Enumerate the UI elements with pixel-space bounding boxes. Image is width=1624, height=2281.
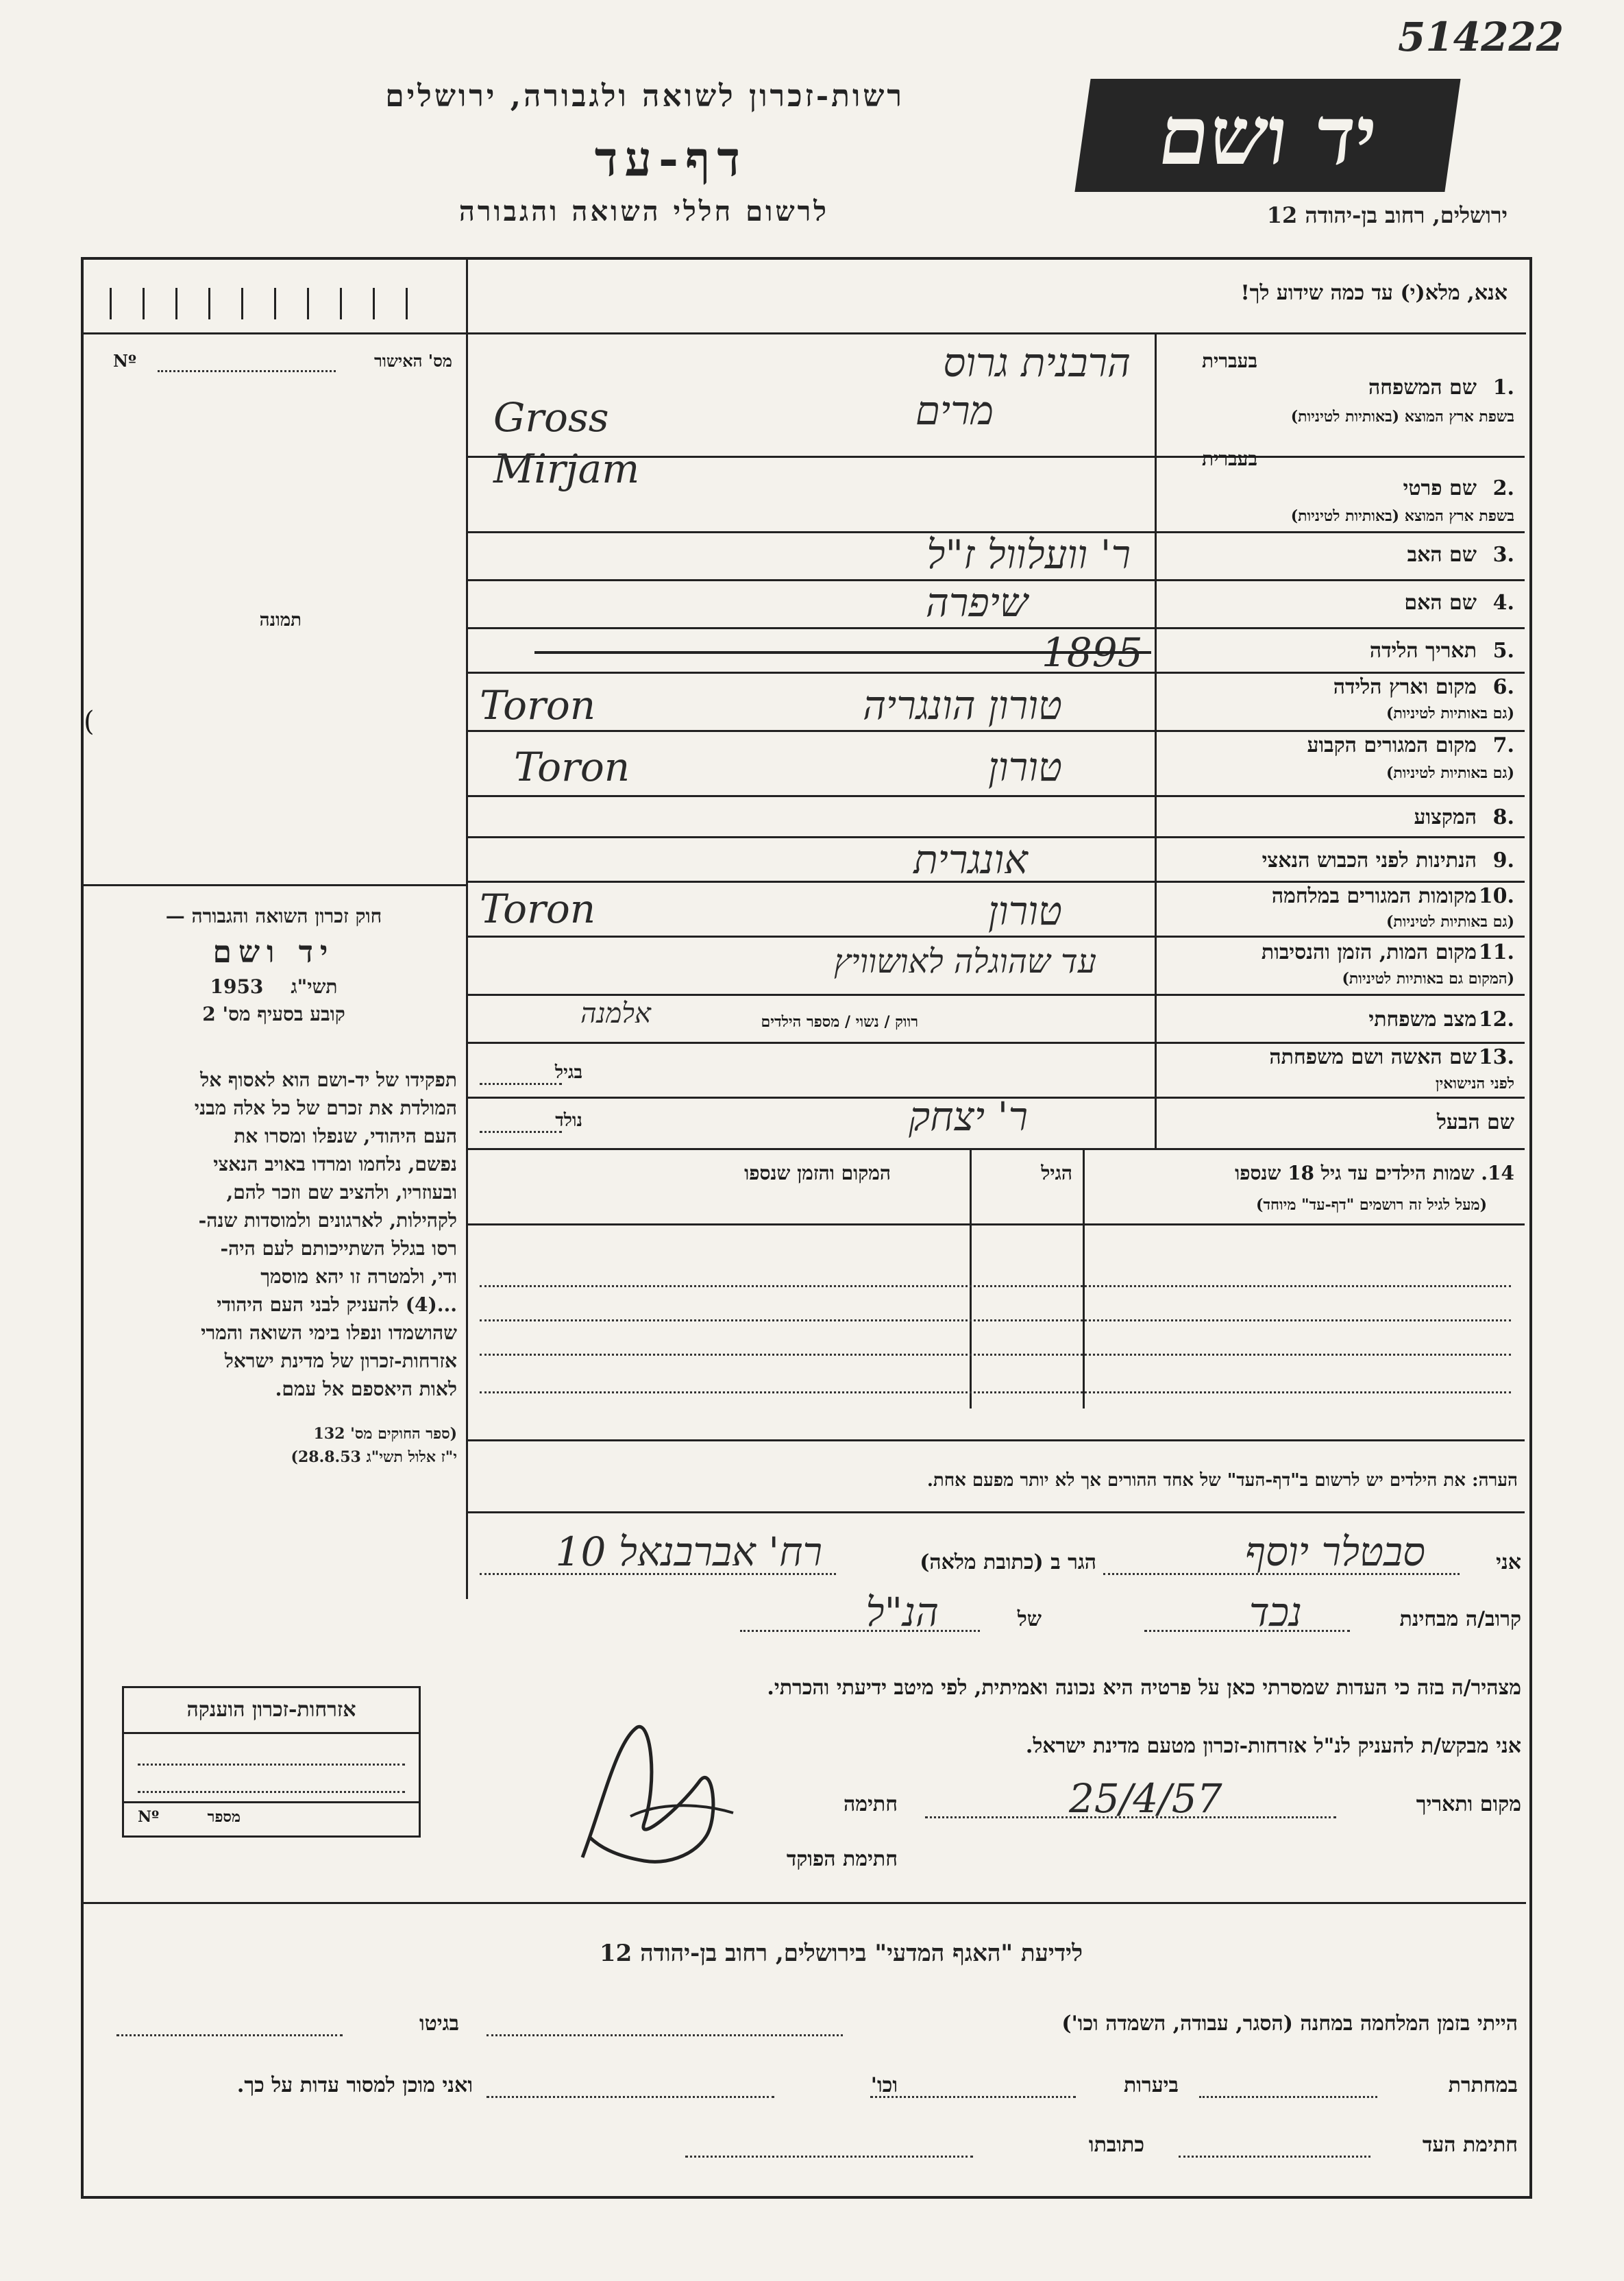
children-row-line bbox=[480, 1285, 1511, 1287]
form-title: דף-עד bbox=[594, 130, 747, 187]
field-4-number: 4. bbox=[1492, 591, 1514, 615]
law-text-line: אזרחות-זכרון של מדינת ישראל bbox=[224, 1350, 457, 1372]
declarant-address-label: הגר ב (כתובת מלאה) bbox=[920, 1550, 1096, 1574]
footer-underground-label: במחתרת bbox=[1448, 2073, 1518, 2097]
instruction-row-border bbox=[83, 332, 1526, 334]
label-column-divider bbox=[1155, 332, 1157, 1148]
field-12-label: מצב משפחתי bbox=[1368, 1008, 1477, 1032]
field-10-value-hebrew: טורון bbox=[988, 888, 1062, 934]
footer-forests-label: ביערות bbox=[1123, 2073, 1179, 2097]
field-2-value-latin: Mirjam bbox=[493, 446, 640, 492]
law-block bbox=[90, 905, 457, 1026]
field-6-value-latin: Toron bbox=[480, 682, 596, 729]
children-note: הערה: את הילדים יש לרשום ב"דף-העד" של אחד ההורים אך לא יותר מפעם אחת. bbox=[926, 1470, 1518, 1491]
field-1-sub: בשפת ארץ המוצא (באותיות לטיניות) bbox=[1290, 408, 1514, 426]
field-2-hebrew-hint: בעברית bbox=[1201, 448, 1257, 470]
row-border bbox=[466, 730, 1525, 732]
request-text: אני מבקש/ת להעניק לנ"ל אזרחות-זכרון מטעם מדינת ישראל. bbox=[1025, 1734, 1521, 1758]
field-3-value: ר' וועלוול ז"ל bbox=[926, 531, 1131, 578]
field-7-label: מקום המגורים הקבוע bbox=[1307, 733, 1477, 757]
law-section: קובע בסעיף מס' 2 bbox=[202, 1003, 345, 1025]
authority-title: רשות-זכרון לשואה ולגבורה, ירושלים bbox=[385, 79, 905, 114]
footer-etc-line bbox=[487, 2096, 774, 2098]
field-12-number: 12. bbox=[1478, 1008, 1514, 1032]
handwritten-signature bbox=[562, 1700, 754, 1878]
law-text-line: שהושמדו ונפלו בימי השואה והמרי bbox=[201, 1321, 457, 1344]
field-2-number: 2. bbox=[1492, 476, 1514, 500]
law-text-line: העם היהודי, שנפלו ומסרו את bbox=[234, 1125, 457, 1147]
law-text-line: רסו בגלל השתייכותם לעם היה- bbox=[220, 1237, 457, 1260]
field-2-value-hebrew: מרים bbox=[915, 387, 994, 434]
field-6-label: מקום וארץ הלידה bbox=[1333, 675, 1477, 699]
field-5-label: תאריך הלידה bbox=[1369, 639, 1477, 663]
footer-address-label: כתובתו bbox=[1088, 2133, 1144, 2157]
row-border bbox=[466, 936, 1525, 938]
id-tick-marks bbox=[110, 288, 452, 321]
of-label: של bbox=[1017, 1607, 1042, 1631]
law-name: חוק זכרון השואה והגבורה — bbox=[165, 905, 382, 927]
row-border bbox=[466, 672, 1525, 674]
note-bottom-border bbox=[466, 1511, 1525, 1513]
field-11-label: מקום המות, הזמן והנסיבות bbox=[1261, 940, 1477, 964]
of-line bbox=[740, 1630, 980, 1632]
law-text-line: לקהילות, לארגונים ולמוסדות שנה- bbox=[198, 1209, 457, 1232]
citizenship-title: אזרחות-זכרון הוענקה bbox=[186, 1698, 356, 1722]
law-text-line: המולדת את זכרם של כל אלה מבני bbox=[194, 1097, 457, 1119]
children-sub: (מעל לגיל זה רושמים "דף-עד" מיוחד) bbox=[1256, 1196, 1487, 1214]
approval-number-label: מס' האישור bbox=[373, 351, 452, 371]
born-line bbox=[480, 1131, 562, 1133]
law-text-line: ...(4) להעניק לבני העם היהודי bbox=[217, 1293, 457, 1316]
footer-etc-label: וכו' bbox=[870, 2073, 898, 2097]
place-date-value: 25/4/57 bbox=[1069, 1775, 1222, 1822]
field-4-label: שם האם bbox=[1404, 591, 1477, 615]
citizenship-number-prefix: Nº bbox=[138, 1808, 160, 1826]
of-value: הנ"ל bbox=[865, 1589, 939, 1635]
sheet-number: 514222 bbox=[1398, 14, 1564, 60]
footer-title: לידיעת "האגף המדעי" בירושלים, רחוב בן-יהודה 12 bbox=[599, 1940, 1083, 1967]
law-text-line: ובעוזריו, ולהציב שם וזכר להם, bbox=[226, 1181, 457, 1204]
footer-witness-signature-label: חתימת העד bbox=[1422, 2133, 1518, 2157]
footer-camp-line bbox=[487, 2034, 843, 2036]
birth-label: בגיל bbox=[554, 1062, 582, 1083]
relation-value: נכד bbox=[1248, 1589, 1302, 1635]
row-border bbox=[466, 1148, 1525, 1150]
field-8-label: המקצוע bbox=[1414, 805, 1477, 829]
footer-ghetto-label: בגיטו bbox=[419, 2012, 459, 2036]
left-column-divider bbox=[466, 259, 468, 1599]
field-2-sub: בשפת ארץ המוצא (באותיות לטיניות) bbox=[1290, 507, 1514, 525]
field-9-value: אונגרית bbox=[913, 836, 1028, 883]
field-3-label: שם האב bbox=[1407, 543, 1477, 567]
note-top-border bbox=[466, 1439, 1525, 1441]
field-6-number: 6. bbox=[1492, 675, 1514, 699]
children-row-line bbox=[480, 1319, 1511, 1321]
field-9-number: 9. bbox=[1492, 849, 1514, 873]
law-text-line: תפקידו של יד-ושם הוא לאסוף אל bbox=[200, 1069, 457, 1091]
footer-address-line bbox=[685, 2156, 973, 2158]
law-text bbox=[90, 1066, 457, 1469]
footer-forests-line bbox=[870, 2096, 1076, 2098]
strike-through-line bbox=[534, 651, 1151, 654]
footer-underground-line bbox=[1199, 2096, 1377, 2098]
officer-signature-label: חתימת הפוקד bbox=[786, 1847, 898, 1871]
children-col-divider bbox=[970, 1148, 972, 1408]
children-label: 14. שמות הילדים עד גיל 18 שנספו bbox=[1235, 1162, 1514, 1184]
row-border bbox=[466, 1042, 1525, 1044]
children-col-age: הגיל bbox=[1041, 1162, 1072, 1184]
born-label: נולד bbox=[555, 1110, 582, 1131]
row-border bbox=[466, 627, 1525, 629]
field-13-number: 13. bbox=[1478, 1045, 1514, 1069]
field-1-hebrew-hint: בעברית bbox=[1201, 350, 1257, 372]
field-4-value: שיפרה bbox=[925, 579, 1028, 626]
field-11-sub: (המקום גם באותיות לטיניות) bbox=[1342, 970, 1514, 988]
header-address: ירושלים, רחוב בן-יהודה 12 bbox=[1266, 202, 1508, 228]
children-row-line bbox=[480, 1354, 1511, 1356]
citizenship-number-label: מספר bbox=[207, 1808, 241, 1826]
field-8-number: 8. bbox=[1492, 805, 1514, 829]
declarant-address: רח' אברבנאל 10 bbox=[555, 1528, 822, 1575]
declaration-text: מצהיר/ה בזה כי העדות שמסרתי כאן על פרטיה היא נכונה ואמיתית, לפי מיטב ידיעתי והכרתי. bbox=[767, 1676, 1521, 1700]
bracket-mark: ( bbox=[84, 706, 95, 737]
photo-label: תמונה bbox=[259, 610, 302, 631]
form-subtitle: לרשום חללי השואה והגבורה bbox=[458, 195, 829, 228]
relation-line bbox=[1144, 1630, 1350, 1632]
field-6-value-hebrew: טורון הונגריה bbox=[863, 682, 1062, 729]
law-year-hebrew: תשי"ג bbox=[291, 975, 338, 998]
field-11-number: 11. bbox=[1478, 940, 1514, 964]
row-border bbox=[466, 795, 1525, 797]
footer-top-border bbox=[83, 1902, 1526, 1904]
photo-area-border bbox=[83, 884, 467, 886]
husband-label: שם הבעל bbox=[1436, 1110, 1514, 1134]
birth-line bbox=[480, 1083, 562, 1085]
relation-label: קרוב/ה מבחינת bbox=[1399, 1607, 1521, 1631]
children-col-place: המקום והזמן שנספו bbox=[744, 1162, 891, 1184]
footer-camp-label: הייתי בזמן המלחמה במחנה (הסגר, עבודה, השמדה וכו') bbox=[1061, 2012, 1518, 2036]
citizenship-box bbox=[122, 1686, 421, 1838]
signature-label: חתימה bbox=[844, 1792, 898, 1816]
field-10-value-latin: Toron bbox=[480, 886, 596, 932]
field-10-number: 10. bbox=[1478, 884, 1514, 908]
footer-witness-signature-line bbox=[1179, 2156, 1370, 2158]
law-citation-date: י"ז אלול תשי"ג 28.8.53) bbox=[291, 1448, 457, 1466]
law-year: 1953 bbox=[210, 975, 264, 998]
field-5-value: 1895 bbox=[1042, 629, 1143, 676]
field-13-label: שם האשה ושם משפחתה bbox=[1269, 1045, 1477, 1069]
field-7-value-latin: Toron bbox=[514, 744, 630, 790]
field-7-sub: (גם באותיות לטיניות) bbox=[1386, 764, 1514, 782]
field-3-number: 3. bbox=[1492, 543, 1514, 567]
approval-number-line bbox=[158, 370, 336, 372]
field-5-number: 5. bbox=[1492, 639, 1514, 663]
footer-willing-text: ואני מוכן למסור עדות על כך. bbox=[236, 2073, 473, 2097]
field-6-sub: (גם באותיות לטיניות) bbox=[1386, 705, 1514, 722]
children-header-border bbox=[466, 1223, 1525, 1225]
field-1-label: שם המשפחה bbox=[1368, 376, 1477, 400]
field-1-number: 1. bbox=[1492, 376, 1514, 400]
approval-prefix: Nº bbox=[113, 351, 136, 371]
declarant-i-label: אני bbox=[1496, 1550, 1521, 1574]
field-13-sub: לפני הנישואין bbox=[1435, 1075, 1514, 1093]
footer-ghetto-line bbox=[116, 2034, 343, 2036]
children-row-line bbox=[480, 1391, 1511, 1393]
field-11-value: עד שהוגלה לאושוויץ bbox=[834, 942, 1096, 981]
row-border bbox=[466, 994, 1525, 996]
law-text-line: לאות היאספם אל עמם. bbox=[275, 1378, 457, 1400]
law-text-line: ודי, ולמטרה זו יהא מוסמך bbox=[260, 1265, 457, 1288]
place-date-label: מקום ותאריך bbox=[1416, 1792, 1521, 1816]
yad-vashem-logo: יד ושם bbox=[1074, 79, 1460, 192]
children-col-divider bbox=[1083, 1148, 1085, 1408]
field-2-label: שם פרטי bbox=[1403, 476, 1477, 500]
field-10-sub: (גם באותיות לטיניות) bbox=[1386, 913, 1514, 931]
field-10-label: מקומות המגורים במלחמה bbox=[1271, 884, 1477, 908]
husband-value: ר' יצחק bbox=[909, 1093, 1028, 1140]
law-citation: (ספר החוקים מס' 132 bbox=[313, 1425, 457, 1443]
fill-instruction: אנא, מלא(י) עד כמה שידוע לך! bbox=[1240, 281, 1508, 305]
declarant-name: סבטלר יוסף bbox=[1244, 1528, 1425, 1575]
field-9-label: הנתינות לפני הכבוש הנאצי bbox=[1262, 849, 1477, 873]
field-7-number: 7. bbox=[1492, 733, 1514, 757]
law-text-line: נפשם, נלחמו ומרדו באויב הנאצי bbox=[213, 1153, 457, 1175]
marital-options: רווק / נשוי / מספר הילדים bbox=[761, 1013, 918, 1031]
field-1-value-latin: Gross bbox=[493, 394, 609, 441]
field-12-value: אלמנה bbox=[580, 998, 651, 1029]
field-1-value-hebrew: הרבנית גרוס bbox=[943, 339, 1131, 386]
law-short-name: יד ושם bbox=[212, 935, 335, 970]
field-7-value-hebrew: טורון bbox=[988, 744, 1062, 790]
